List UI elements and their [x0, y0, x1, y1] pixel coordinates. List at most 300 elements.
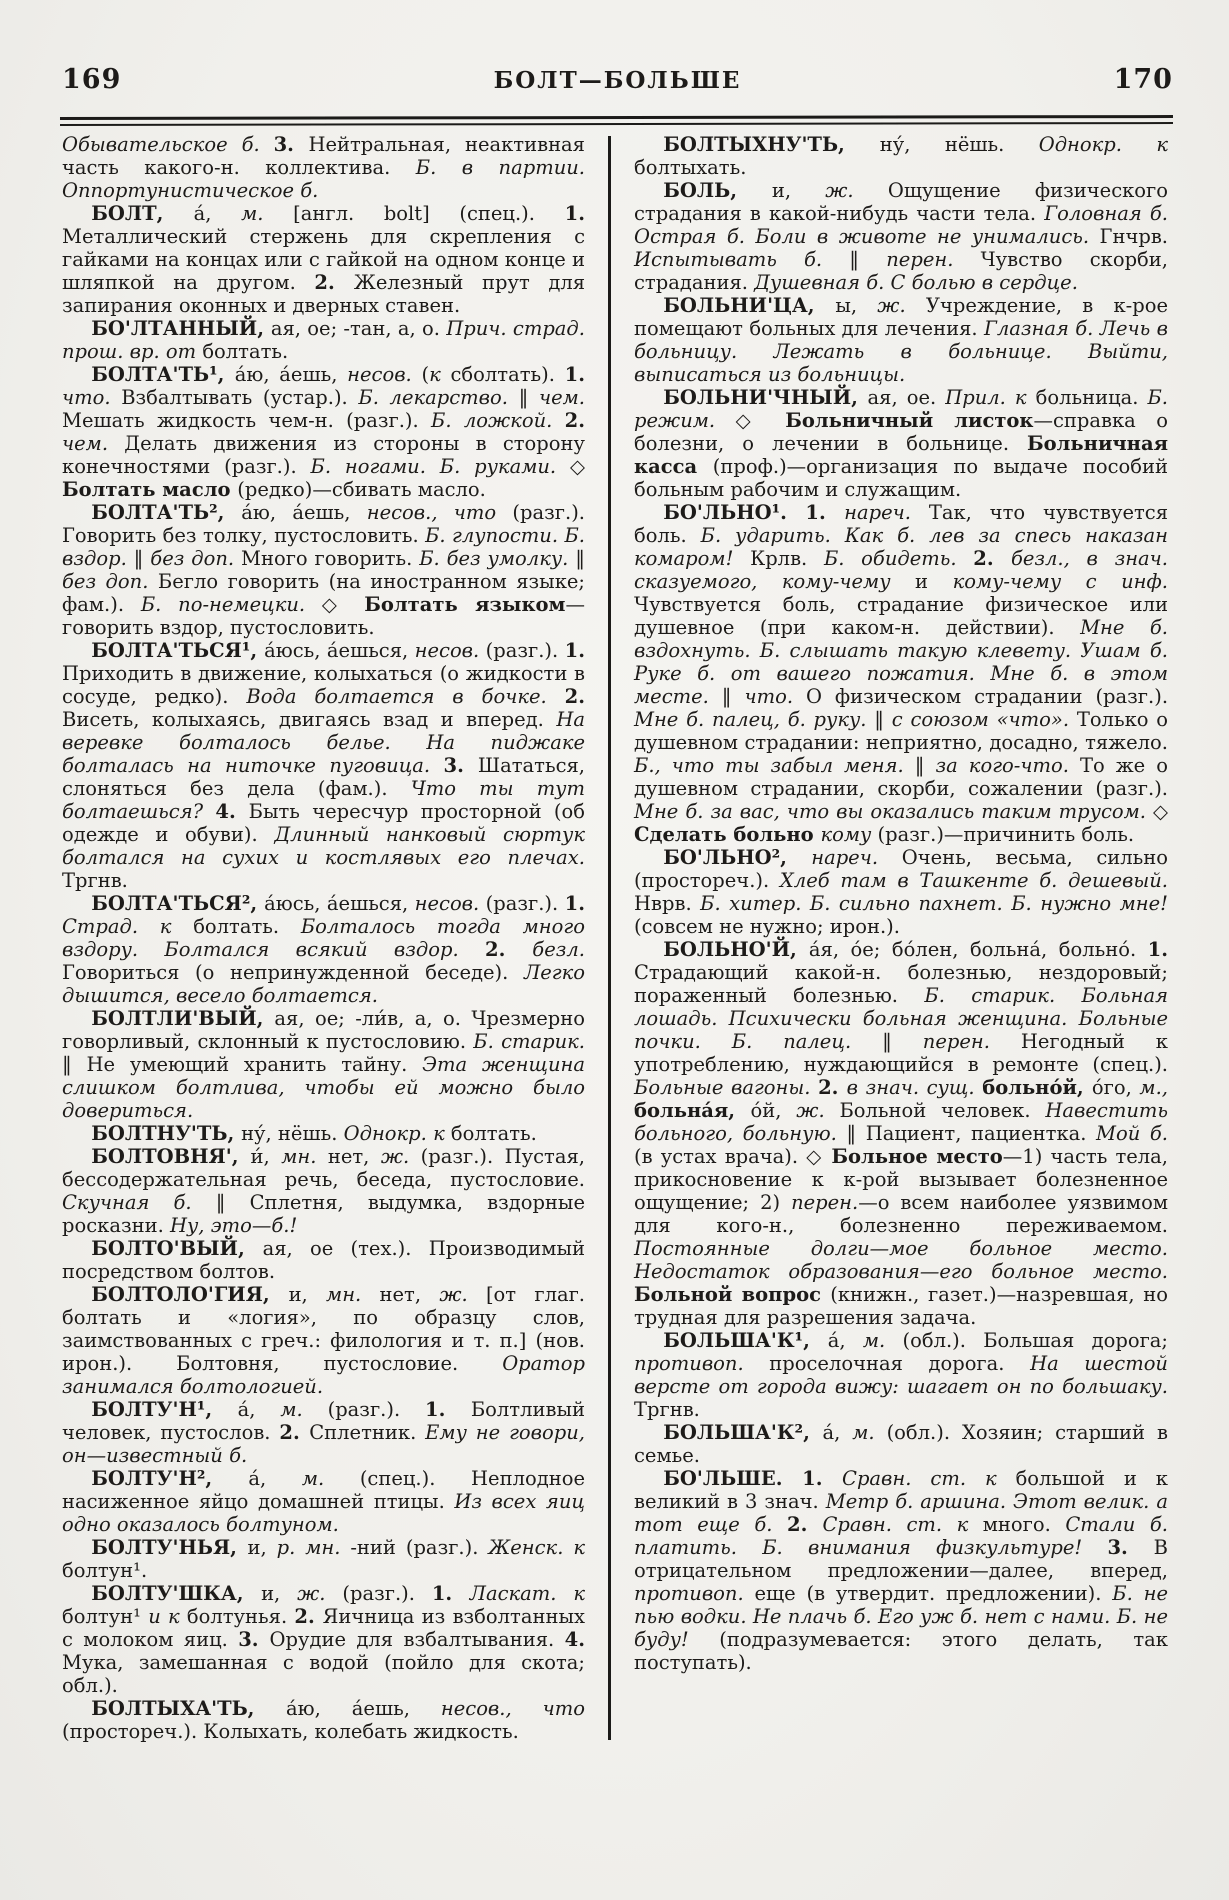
entry-text: (разг.)—причинить боль.	[877, 823, 1135, 846]
column-divider	[608, 136, 611, 1740]
entry-text: ну́, нёшь.	[241, 1122, 344, 1145]
entry-text: ‖	[721, 685, 745, 708]
entry-text: и,	[261, 1582, 298, 1605]
entry-text: Крлв.	[750, 547, 824, 570]
entry-bold-text: 3.	[273, 133, 309, 156]
entry-italic-text: Головная б. Острая б. Боли в животе не унимались.	[634, 202, 1168, 248]
entry-text: Только о душевном страдании: неприятно, досадно, тяжело.	[634, 708, 1168, 754]
dictionary-entry	[62, 1237, 585, 1283]
entry-italic-text: ж.	[796, 1099, 840, 1122]
entry-text: Больной человек.	[839, 1099, 1046, 1122]
entry-text: (редко)—сбивать масло.	[237, 478, 486, 501]
entry-text: (разг.).	[327, 1398, 426, 1421]
entry-bold-text: Больничный листок	[785, 409, 1034, 432]
entry-italic-text: Б. старик.	[473, 1030, 585, 1053]
entry-text: и,	[288, 1283, 327, 1306]
entry-italic-text: с союзом «что».	[891, 708, 1077, 731]
entry-bold-text: БО'ЛЬНО²,	[663, 846, 812, 869]
dictionary-entry	[634, 501, 1168, 846]
entry-italic-text: Сравн. ст. к	[842, 1467, 1016, 1490]
entry-text: —справка о болезни, о лечении в больнице.	[634, 409, 1168, 455]
entry-bold-text: 1.	[564, 202, 585, 225]
entry-text: болтать.	[202, 340, 289, 363]
entry-text: и	[915, 570, 953, 593]
entry-italic-text: кому	[820, 823, 878, 846]
entry-text: То же о душевном страдании, скорби, сожалении (разг.).	[634, 754, 1168, 800]
entry-text: Нврв.	[634, 892, 701, 915]
entry-italic-text: Мне б. палец, б. руку.	[634, 708, 875, 731]
entry-italic-text: перен.	[791, 1191, 859, 1214]
entry-bold-text: 1.	[431, 1582, 470, 1605]
entry-italic-text: Мне б. за вас, что вы оказались таким трусом.	[634, 800, 1153, 823]
entry-italic-text: без доп.	[150, 547, 241, 570]
entry-text: ая, ое; -тан, а, о.	[270, 317, 447, 340]
entry-bold-text: 1.	[564, 639, 585, 662]
entry-text: (разг.).	[485, 639, 565, 662]
entry-italic-text: Ласкат. к	[469, 1582, 585, 1605]
entry-text: Очень, весьма, сильно (простореч.).	[634, 846, 1168, 892]
entry-text: а́,	[822, 1421, 853, 1444]
entry-bold-text: 2.	[818, 1076, 847, 1099]
entry-italic-text: чем.	[62, 432, 125, 455]
entry-italic-text: Прич. страд. прош. вр. от	[62, 317, 585, 363]
entry-italic-text: Страд. к	[62, 915, 194, 938]
entry-text: Металлический стержень для скрепления с гайками на концах или с гайкой на одном конце и шляпкой на другом.	[62, 225, 585, 294]
entry-text: Мука, замешанная с водой (пойло для скота; обл.).	[62, 1651, 585, 1697]
entry-text: сболтать).	[450, 363, 565, 386]
entry-text: Яичница из взболтанных с молоком яиц.	[62, 1605, 585, 1651]
entry-bold-text: 2.	[564, 685, 585, 708]
entry-italic-text: Б. обидеть.	[823, 547, 974, 570]
entry-text: Висеть, колыхаясь, двигаясь взад и вперед.	[62, 708, 557, 731]
entry-italic-text: противоп.	[634, 1352, 770, 1375]
dictionary-entry	[62, 1007, 585, 1122]
entry-italic-text: Болталось тогда много вздору. Болтался всякий вздор.	[62, 915, 585, 961]
entry-text: болтун¹	[62, 1605, 149, 1628]
entry-italic-text: Хлеб там в Ташкенте б. дешевый.	[779, 869, 1168, 892]
entry-italic-text: Ну, это—б.!	[169, 1214, 298, 1237]
entry-italic-text: безл., в знач. сказуемого, кому-чему	[634, 547, 1169, 593]
entry-italic-text: Мой б.	[1096, 1122, 1168, 1145]
dictionary-entry	[634, 386, 1168, 501]
entry-bold-text: Больничная касса	[634, 432, 1168, 478]
entry-text: —о всем наиболее уязвимом для кого-н., болезненно переживаемом.	[634, 1191, 1168, 1237]
entry-bold-text: БОЛТЫХНУ'ТЬ,	[663, 133, 880, 156]
dictionary-entry	[62, 1398, 585, 1467]
entry-italic-text: в знач. сущ.	[846, 1076, 983, 1099]
entry-bold-text: 2.	[973, 547, 1011, 570]
dictionary-entry	[634, 846, 1168, 938]
entry-italic-text: кому-чему с инф.	[952, 570, 1168, 593]
page-number-left: 169	[62, 64, 122, 95]
entry-text: (подразумевается: этого делать, так поступать).	[634, 1628, 1168, 1674]
entry-italic-text: Б. ложкой.	[431, 409, 565, 432]
entry-text: Сплетник.	[309, 1421, 426, 1444]
entry-bold-text: БОЛТНУ'ТЬ,	[91, 1122, 242, 1145]
entry-text: болтыхать.	[634, 156, 747, 179]
entry-text: ая, ое.	[867, 386, 946, 409]
entry-text: Чувствуется боль, страдание физическое или душевное (при каком-н. действии).	[634, 593, 1168, 639]
entry-bold-text: БОЛТ,	[91, 202, 194, 225]
page-header	[62, 64, 1173, 95]
entry-text: (	[421, 363, 430, 386]
entry-text: ◇	[735, 409, 786, 432]
entry-text: ‖ Пациент, пациентка.	[846, 1122, 1097, 1145]
entry-text: болтать.	[193, 915, 301, 938]
entry-italic-text: м.	[301, 1467, 360, 1490]
entry-italic-text: Б. режим.	[634, 386, 1168, 432]
entry-text: и,	[771, 179, 826, 202]
entry-bold-text: БОЛТА'ТЬСЯ²,	[91, 892, 265, 915]
entry-italic-text: Однокр. к	[343, 1122, 451, 1145]
entry-italic-text: Б., что ты забыл меня.	[634, 754, 915, 777]
entry-text: (простореч.). Колыхать, колебать жидкость.	[62, 1720, 519, 1743]
entry-italic-text: к	[429, 363, 451, 386]
entry-bold-text: 3.	[443, 754, 478, 777]
entry-text: проселочная дорога.	[769, 1352, 1031, 1375]
entry-text: О физическом страдании (разг.).	[805, 685, 1169, 708]
entry-italic-text: Навестить больного, больную.	[634, 1099, 1168, 1145]
entry-italic-text: и к	[148, 1605, 187, 1628]
entry-text: а́ю, а́ешь,	[234, 363, 348, 386]
entry-italic-text: Вода болтается в бочке.	[246, 685, 565, 708]
entry-text: и́,	[250, 1145, 282, 1168]
entry-italic-text: Что ты тут болтаешься?	[62, 777, 585, 823]
entry-text: а́,	[193, 202, 242, 225]
entry-text: (в устах врача). ◇	[634, 1145, 832, 1168]
entry-italic-text: ж.	[439, 1283, 486, 1306]
entry-italic-text: м.	[280, 1398, 328, 1421]
dictionary-entry	[634, 1329, 1168, 1421]
entry-bold-text: Сделать больно	[634, 823, 821, 846]
entry-italic-text: Эта женщина слишком болтлива, чтобы ей можно было довериться.	[62, 1053, 585, 1122]
dictionary-entry	[62, 639, 585, 892]
entry-italic-text: мн.	[281, 1145, 328, 1168]
entry-bold-text: больно́й,	[982, 1076, 1092, 1099]
entry-text: Учреждение, в к-рое помещают больных для лечения.	[634, 294, 1168, 340]
entry-italic-text: На веревке болталось белье. На пиджаке болталась на ниточке пуговица.	[62, 708, 585, 777]
header-rule	[60, 115, 1173, 126]
page-number-right: 170	[1113, 64, 1173, 95]
entry-text: Делать движения из стороны в сторону конечностями (разг.).	[62, 432, 585, 478]
entry-text: много.	[982, 1513, 1066, 1536]
entry-text: В отрицательном предложении—далее, вперед,	[634, 1536, 1168, 1582]
entry-text: ‖	[914, 754, 936, 777]
entry-bold-text: Больное место	[831, 1145, 1003, 1168]
entry-text: а́ю, а́ешь,	[286, 1697, 441, 1720]
entry-bold-text: БОЛТОВНЯ',	[91, 1145, 251, 1168]
entry-italic-text: Б. хитер. Б. сильно пахнет. Б. нужно мне!	[700, 892, 1168, 915]
entry-text: -ний (разг.).	[350, 1536, 489, 1559]
entry-bold-text: 2.	[314, 271, 354, 294]
entry-italic-text: Душевная б. С болью в сердце.	[754, 271, 1078, 294]
entry-text: больница.	[1035, 386, 1148, 409]
dictionary-entry	[62, 1582, 585, 1697]
entry-text: Орудие для взбалтывания.	[269, 1628, 565, 1651]
entry-text: Нейтральная, неактивная часть какого-н. коллектива.	[62, 133, 585, 179]
entry-bold-text: 2.	[485, 938, 533, 961]
entry-text: ◇	[569, 455, 585, 478]
entry-text: Ощущение физического страдания в какой-нибудь части тела.	[634, 179, 1168, 225]
entry-text: Быть чересчур просторной (об одежде и обуви).	[62, 800, 585, 846]
entry-bold-text: БОЛТОЛО'ГИЯ,	[91, 1283, 289, 1306]
entry-text: а́юсь, а́ешься,	[264, 639, 415, 662]
entry-text: о́го,	[1091, 1076, 1140, 1099]
dictionary-entry	[62, 317, 585, 363]
entry-text: (обл.). Хозяин; старший в семье.	[634, 1421, 1168, 1467]
dictionary-entry	[634, 294, 1168, 386]
entry-italic-text: перен.	[886, 248, 981, 271]
entry-italic-text: Мне б. вздохнуть. Б. слышать такую клевету. Ушам б. Руке б. от вашего пожатия. Мне б. в этом месте.	[634, 616, 1168, 708]
entry-text: а́,	[827, 1329, 863, 1352]
entry-bold-text: 3.	[1107, 1536, 1154, 1559]
entry-italic-text: м.	[862, 1329, 903, 1352]
entry-bold-text: 1.	[564, 892, 585, 915]
entry-text: нет,	[379, 1283, 440, 1306]
entry-text: Тргнв.	[634, 1398, 700, 1421]
entry-italic-text: Глазная б. Лечь в больницу. Лежать в больнице. Выйти, выписаться из больницы.	[634, 317, 1169, 386]
dictionary-entry	[62, 1122, 585, 1145]
dictionary-entry	[634, 1421, 1168, 1467]
dictionary-entry	[634, 938, 1168, 1329]
entry-bold-text: БОЛТУ'ШКА,	[91, 1582, 262, 1605]
entry-text: Чувство скорби, страдания.	[634, 248, 1168, 294]
running-head: БОЛТ—БОЛЬШЕ	[493, 67, 742, 94]
dictionary-entry	[62, 892, 585, 1007]
dictionary-entry	[634, 179, 1168, 294]
entry-italic-text: Прил. к	[945, 386, 1036, 409]
entry-italic-text: несов.	[414, 892, 486, 915]
entry-text: —1) часть тела, прикосновение к к-рой вызывает болезненное ощущение; 2)	[634, 1145, 1169, 1214]
entry-text: Шататься, слоняться без дела (фам.).	[62, 754, 585, 800]
entry-text: (проф.)—организация по выдаче пособий больным рабочим и служащим.	[634, 455, 1168, 501]
entry-text: болтун¹.	[62, 1559, 148, 1582]
dictionary-entry	[62, 363, 585, 501]
entry-italic-text: ж.	[297, 1582, 343, 1605]
entry-italic-text: противоп.	[634, 1582, 755, 1605]
entry-italic-text: несов.	[414, 639, 486, 662]
entry-bold-text: Болтать языком	[364, 593, 566, 616]
entry-text: ‖	[849, 248, 887, 271]
entry-italic-text: без доп.	[62, 570, 158, 593]
entry-italic-text: Б. по-немецки.	[140, 593, 322, 616]
entry-text: Болтливый человек, пустослов.	[62, 1398, 585, 1444]
entry-italic-text: Б. лекарство.	[358, 386, 519, 409]
entry-italic-text: Оратор занимался болтологией.	[62, 1352, 585, 1398]
entry-italic-text: что.	[62, 386, 122, 409]
entry-text: ы,	[835, 294, 878, 317]
entry-text: Страдающий какой-н. болезнью, нездоровый; пораженный болезнью.	[634, 961, 1168, 1007]
entry-text: еще (в утвердит. предложении).	[754, 1582, 1113, 1605]
entry-bold-text: Болтать масло	[62, 478, 238, 501]
left-column	[62, 133, 585, 1743]
entry-text: а́я, о́е; бо́лен, больна́, больно́.	[808, 938, 1148, 961]
entry-text: большой и к великий в 3 знач.	[634, 1467, 1168, 1513]
entry-italic-text: чем.	[538, 386, 585, 409]
dictionary-entry	[62, 1145, 585, 1237]
entry-text: —говорить вздор, пустословить.	[62, 593, 585, 639]
entry-text: (разг.). Говорить без толку, пустословить.	[62, 501, 585, 547]
entry-text: ‖ Сплетня, выдумка, вздорные росказни.	[62, 1191, 585, 1237]
entry-text: (совсем не нужно; ирон.).	[634, 915, 900, 938]
entry-italic-text: Длинный нанковый сюртук болтался на сухих и костлявых его плечах.	[62, 823, 585, 869]
entry-bold-text: 1.	[425, 1398, 471, 1421]
entry-italic-text: р. мн.	[276, 1536, 351, 1559]
entry-bold-text: Больной вопрос	[634, 1283, 831, 1306]
entry-bold-text: 4.	[215, 800, 249, 823]
entry-text: (обл.). Большая дорога;	[902, 1329, 1169, 1352]
entry-text: Негодный к употреблению, нуждающийся в ремонте (спец.).	[634, 1030, 1168, 1076]
entry-text: ◇	[321, 593, 365, 616]
entry-italic-text: Больные вагоны.	[634, 1076, 819, 1099]
entry-bold-text: БОЛЬНИ'ЧНЫЙ,	[663, 386, 868, 409]
entry-bold-text: больна́я,	[634, 1099, 751, 1122]
entry-bold-text: БОЛТО'ВЫЙ,	[91, 1237, 263, 1260]
entry-italic-text: Скучная б.	[62, 1191, 216, 1214]
entry-bold-text: БОЛЬША'К¹,	[663, 1329, 828, 1352]
entry-italic-text: мн.	[326, 1283, 380, 1306]
entry-bold-text: БО'ЛТАННЫЙ,	[91, 317, 271, 340]
entry-text: Тргнв.	[62, 869, 128, 892]
entry-text: (спец.). Неплодное насиженное яйцо домашней птицы.	[62, 1467, 585, 1513]
entry-text: ‖	[882, 1030, 923, 1053]
entry-italic-text: Ему не говори, он—известный б.	[62, 1421, 585, 1467]
dictionary-entry	[634, 1467, 1168, 1674]
dictionary-entry	[62, 1467, 585, 1536]
entry-italic-text: Б. ударить. Как б. лев за спесь наказан комаром!	[634, 524, 1168, 570]
entry-bold-text: 2.	[294, 1605, 323, 1628]
entry-italic-text: Стали б. платить. Б. внимания физкультуре!	[634, 1513, 1168, 1559]
entry-text: а́юсь, а́ешься,	[264, 892, 415, 915]
entry-bold-text: БОЛТУ'Н²,	[91, 1467, 249, 1490]
entry-bold-text: БО'ЛЬШЕ. 1.	[663, 1467, 843, 1490]
entry-text: Так, что чувствуется боль.	[634, 501, 1168, 547]
entry-text: Гнчрв.	[1099, 225, 1168, 248]
entry-italic-text: несов., что	[366, 501, 513, 524]
entry-italic-text: Женск. к	[488, 1536, 585, 1559]
entry-bold-text: БОЛТА'ТЬ²,	[91, 501, 242, 524]
entry-italic-text: м.,	[1139, 1076, 1168, 1099]
entry-italic-text: нареч.	[844, 501, 929, 524]
entry-italic-text: что.	[744, 685, 806, 708]
right-column	[634, 133, 1168, 1674]
entry-bold-text: БО'ЛЬНО¹. 1.	[663, 501, 845, 524]
entry-bold-text: БОЛТЫХА'ТЬ,	[91, 1697, 287, 1720]
entry-text: болтунья.	[186, 1605, 295, 1628]
entry-text: ‖	[133, 547, 151, 570]
entry-text: ‖ Не умеющий хранить тайну.	[62, 1053, 423, 1076]
entry-italic-text: Б. не пью водки. Не плачь б. Его уж б. нет с нами. Б. не буду!	[634, 1582, 1168, 1651]
entry-italic-text: Испытывать б.	[634, 248, 850, 271]
entry-italic-text: Б. в партии. Оппортунистическое б.	[62, 156, 586, 202]
entry-bold-text: 4.	[564, 1628, 585, 1651]
entry-text: Железный прут для запирания оконных и дверных ставен.	[62, 271, 586, 317]
entry-bold-text: БОЛЬНО'Й,	[663, 938, 809, 961]
entry-text: ая, ое; -ли́в, а, о. Чрезмерно говорливый, склонный к пустословию.	[62, 1007, 585, 1053]
entry-text: Взбалтывать (устар.).	[121, 386, 359, 409]
entry-text: (разг.).	[342, 1582, 432, 1605]
entry-bold-text: БОЛТЛИ'ВЫЙ,	[91, 1007, 275, 1030]
entry-text: Говориться (о непринужденной беседе).	[62, 961, 524, 984]
entry-text: [от глаг. болтать и «логия», по образцу слов, заимствованных с греч.: филология и т. п.] (нов. ирон.). Болтовня, пустословие.	[62, 1283, 585, 1375]
entry-text: (книжн., газет.)—назревшая, но трудная для разрешения задача.	[634, 1283, 1168, 1329]
entry-bold-text: 3.	[238, 1628, 270, 1651]
entry-bold-text: БОЛТУ'НЬЯ,	[91, 1536, 248, 1559]
entry-bold-text: БОЛТА'ТЬ¹,	[91, 363, 235, 386]
entry-italic-text: Из всех яиц одно оказалось болтуном.	[62, 1490, 585, 1536]
entry-bold-text: БОЛЬША'К²,	[663, 1421, 823, 1444]
entry-italic-text: Однокр. к	[1038, 133, 1168, 156]
entry-italic-text: Б. без умолку.	[419, 547, 576, 570]
entry-italic-text: ж.	[825, 179, 888, 202]
entry-italic-text: м.	[852, 1421, 887, 1444]
dictionary-entry	[62, 202, 585, 317]
entry-italic-text: за кого-что.	[935, 754, 1080, 777]
entry-text: ‖	[874, 708, 892, 731]
entry-bold-text: 1.	[564, 363, 586, 386]
entry-italic-text: Метр б. аршина. Этот велик. а тот еще б.	[634, 1490, 1168, 1536]
entry-text: Приходить в движение, колыхаться (о жидкости в сосуде, редко).	[62, 662, 585, 708]
entry-bold-text: 2.	[787, 1513, 823, 1536]
entry-text: ◇	[1153, 800, 1168, 823]
entry-bold-text: БОЛТА'ТЬСЯ¹,	[91, 639, 265, 662]
entry-text: а́,	[248, 1467, 302, 1490]
entry-text: и,	[247, 1536, 277, 1559]
entry-italic-text: нареч.	[811, 846, 902, 869]
entry-text: (разг.). Пустая, бессодержательная речь, беседа, пустословие.	[62, 1145, 585, 1191]
entry-bold-text: 2.	[279, 1421, 310, 1444]
entry-italic-text: Б. ногами. Б. руками.	[310, 455, 570, 478]
entry-text: Бегло говорить (на иностранном языке; фам.).	[62, 570, 585, 616]
entry-italic-text: Постоянные долги—мое больное место. Недостаток образования—его больное место.	[634, 1237, 1168, 1283]
entry-bold-text: 2.	[564, 409, 585, 432]
entry-italic-text: ж.	[380, 1145, 421, 1168]
dictionary-entry	[62, 133, 585, 202]
dictionary-entry	[62, 501, 585, 639]
entry-text: Мешать жидкость чем-н. (разг.).	[62, 409, 432, 432]
entry-italic-text: безл.	[532, 938, 585, 961]
entry-italic-text: Б. глупости. Б. вздор.	[62, 524, 585, 570]
entry-italic-text: Сравн. ст. к	[822, 1513, 983, 1536]
entry-italic-text: м.	[241, 202, 294, 225]
entry-bold-text: БОЛЬНИ'ЦА,	[663, 294, 836, 317]
dictionary-entry	[62, 1536, 585, 1582]
entry-text: Много говорить.	[241, 547, 420, 570]
dictionary-entry	[634, 133, 1168, 179]
dictionary-entry	[62, 1283, 585, 1398]
entry-text: о́й,	[750, 1099, 797, 1122]
entry-text: ‖	[575, 547, 585, 570]
entry-italic-text: Легко дышится, весело болтается.	[62, 961, 585, 1007]
entry-italic-text: Обывательское б.	[62, 133, 274, 156]
entry-italic-text: ж.	[877, 294, 926, 317]
entry-text: нет,	[327, 1145, 381, 1168]
entry-italic-text: перен.	[922, 1030, 1021, 1053]
entry-text: ну́, нёшь.	[879, 133, 1039, 156]
entry-bold-text: 1.	[1147, 938, 1168, 961]
entry-bold-text: БОЛЬ,	[663, 179, 772, 202]
entry-bold-text: БОЛТУ'Н¹,	[91, 1398, 238, 1421]
entry-text: а́ю, а́ешь,	[241, 501, 367, 524]
entry-italic-text: несов.	[347, 363, 422, 386]
dictionary-entry	[62, 1697, 585, 1743]
entry-text: а́,	[237, 1398, 281, 1421]
entry-text: ая, ое (тех.). Производимый посредством болтов.	[62, 1237, 585, 1283]
entry-text: (разг.).	[485, 892, 565, 915]
entry-italic-text: несов., что	[440, 1697, 586, 1720]
entry-italic-text: Б. старик. Больная лошадь. Психически больная женщина. Больные почки. Б. палец.	[634, 984, 1168, 1053]
entry-text: ‖	[518, 386, 539, 409]
